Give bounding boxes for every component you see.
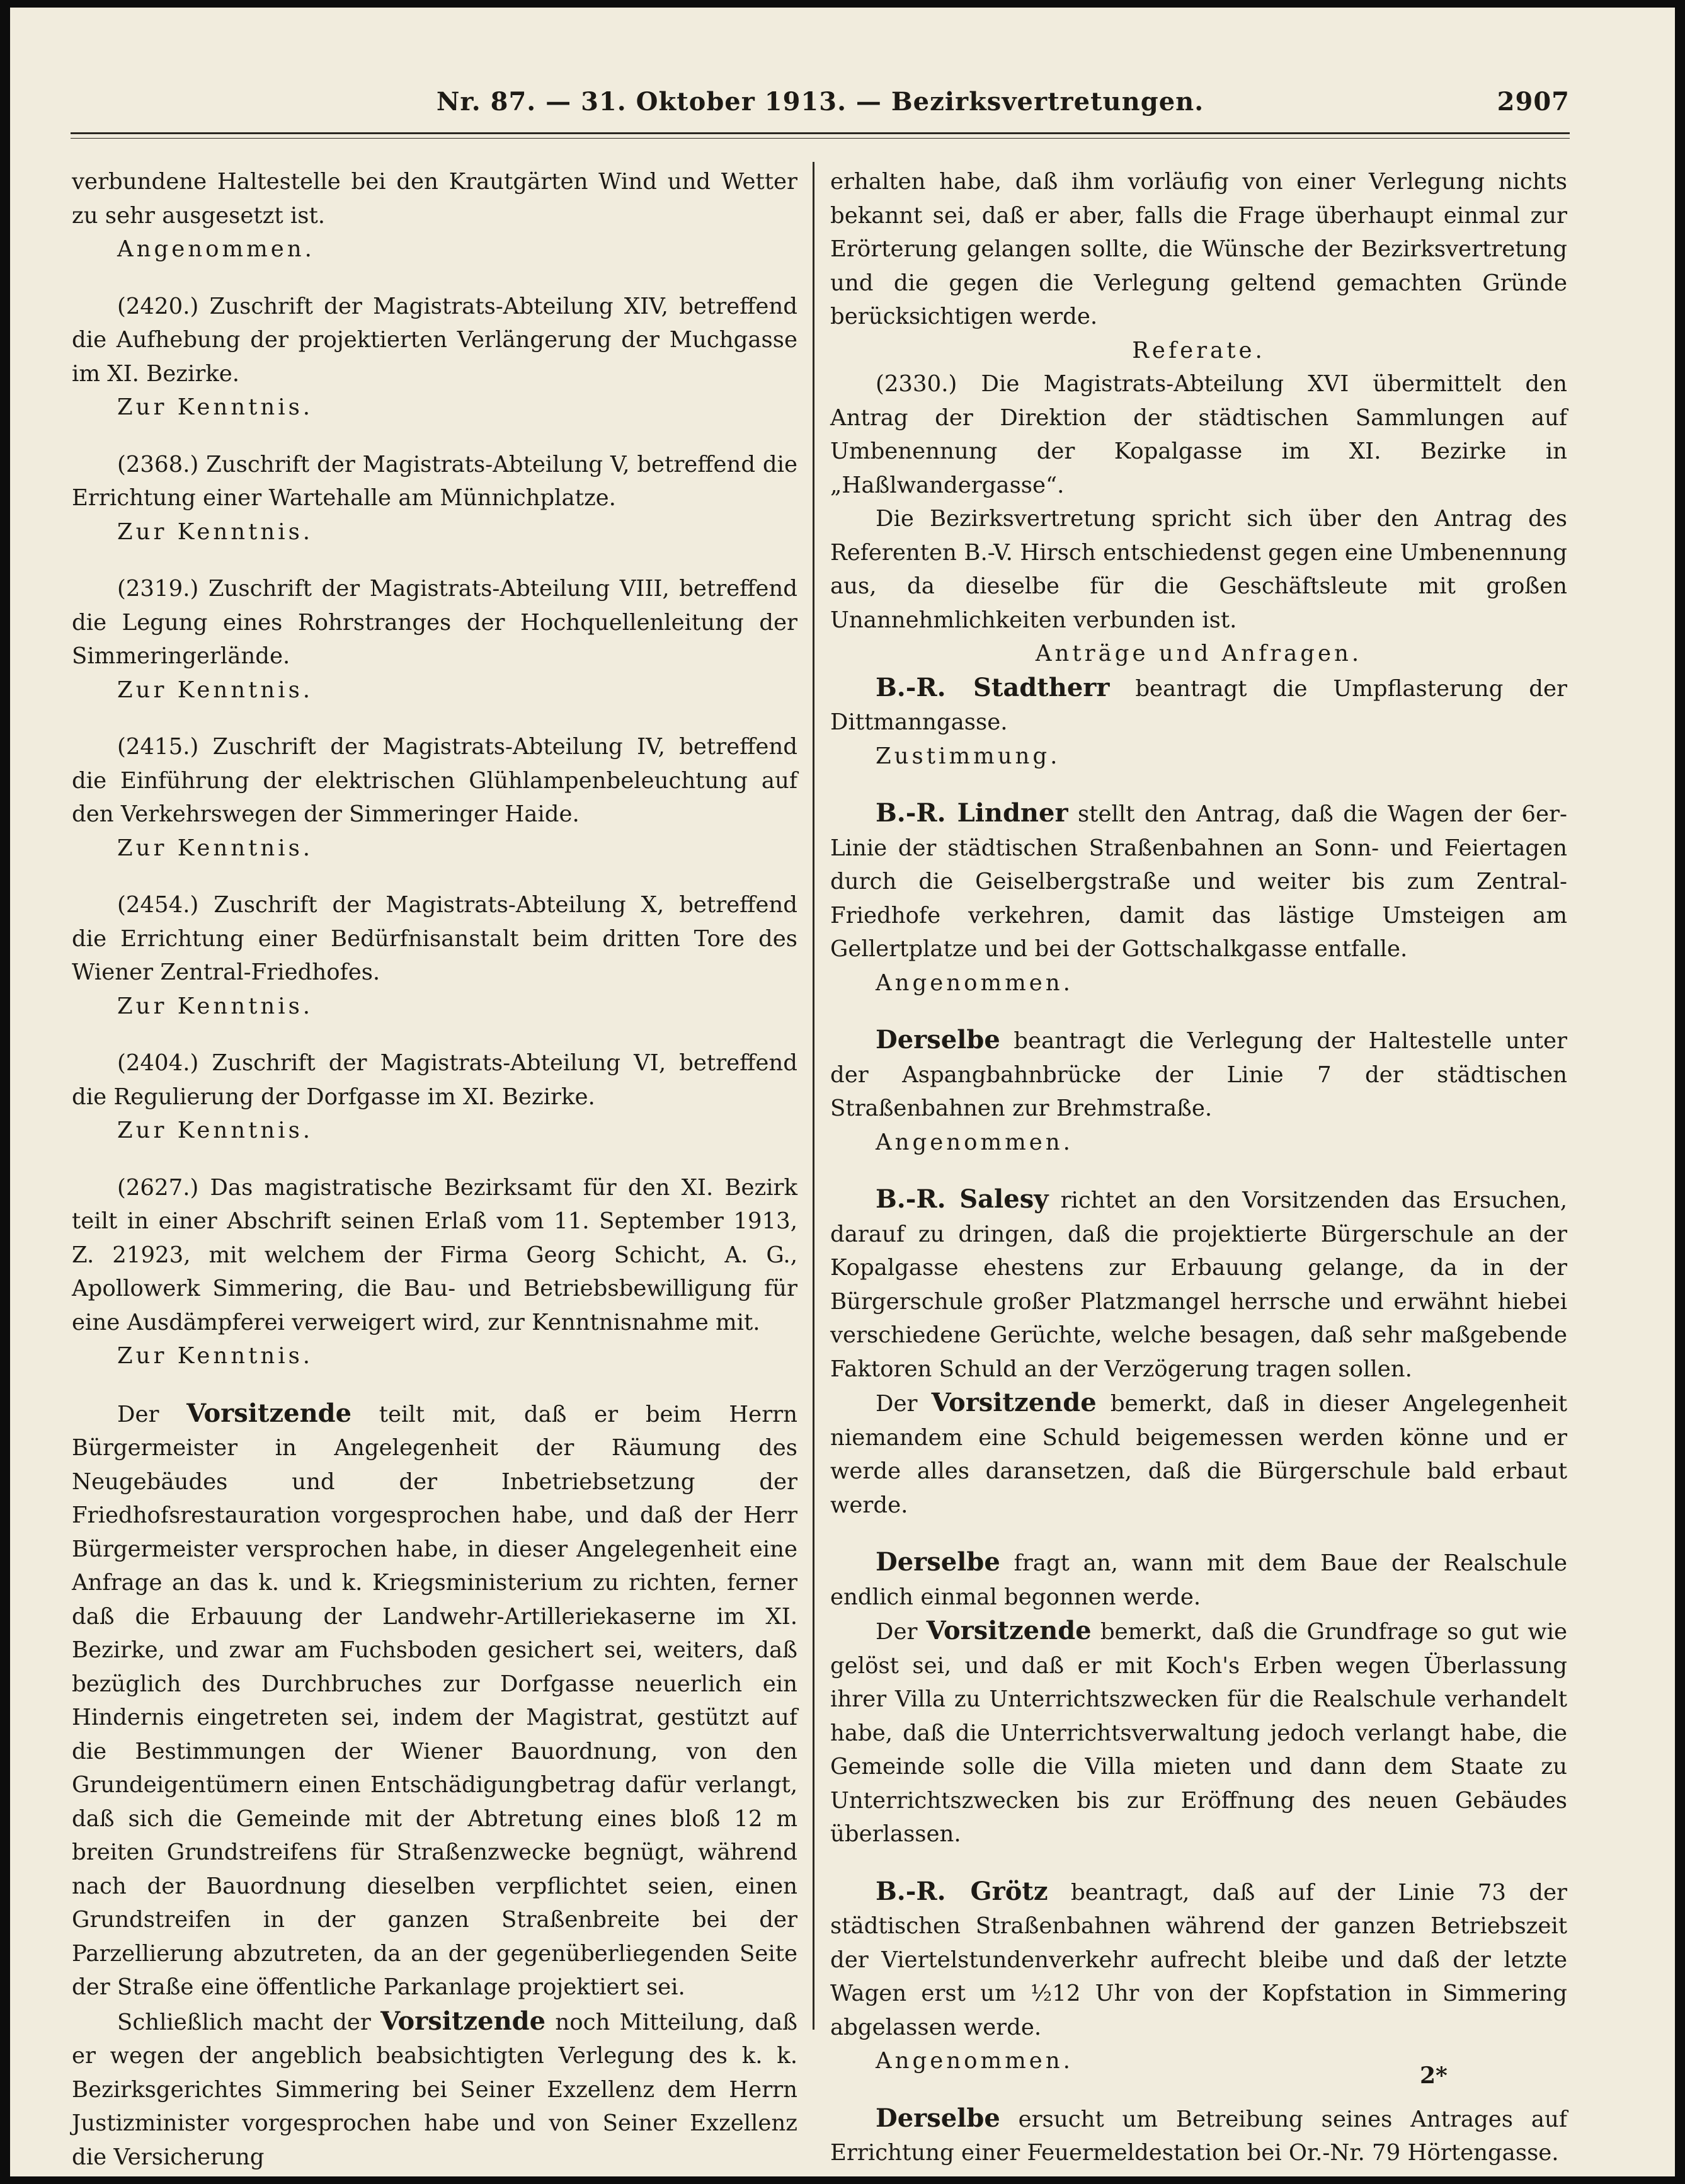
speaker-name: Derselbe bbox=[876, 1547, 1000, 1577]
text: Der bbox=[117, 1401, 159, 1427]
resolution-kenntnis: Zur Kenntnis. bbox=[117, 518, 314, 545]
resolution-kenntnis: Zur Kenntnis. bbox=[117, 1343, 314, 1369]
section-heading-referate: Referate. bbox=[1132, 337, 1265, 363]
page-header bbox=[71, 87, 1570, 125]
paragraph-chairman-report bbox=[72, 1397, 797, 2004]
column-divider bbox=[813, 162, 814, 2030]
speaker-name: Vorsitzende bbox=[926, 1616, 1092, 1645]
speaker-name: Derselbe bbox=[876, 2103, 1000, 2133]
item-2454: (2454.) Zuschrift der Magistrats-Abteilung X, betreffend die Errichtung einer Bedürfnisanstalt beim dritten Tore des Wiener Zentral-Friedhofes. bbox=[72, 892, 797, 985]
text: noch Mitteilung, daß er wegen der angeblich beabsichtigten Verlegung des k. k. Bezirksgerichtes Simmering bei Seiner Exzellenz dem Herrn Justizminister vorgesprochen habe und von Seiner Exzellenz die Versicherung bbox=[72, 2009, 798, 2170]
signature-mark: 2* bbox=[1420, 2062, 1448, 2089]
text: stellt den Antrag, daß die Wagen der 6er-Linie der städtischen Straßenbahnen an Sonn- und Feiertagen durch die Geiselbergstraße und weiter bis zum Zentral-Friedhofe verkehren, damit das lästige Umsteigen am Gellertplatze und bei der Gottschalkgasse entfalle. bbox=[830, 801, 1567, 962]
text: ersucht um Betreibung seines Antrages auf Errichtung einer Feuermeldestation bei Or.-Nr. 79 Hörtengasse. bbox=[830, 2106, 1567, 2166]
item-2319: (2319.) Zuschrift der Magistrats-Abteilung VIII, betreffend die Legung eines Rohrstranges der Hochquellenleitung der Simmeringerlände. bbox=[72, 576, 797, 669]
request-derselbe bbox=[830, 2101, 1567, 2170]
motion-salesy bbox=[830, 1182, 1567, 1386]
resolution-kenntnis: Zur Kenntnis. bbox=[117, 677, 314, 703]
motion-stadtherr bbox=[830, 671, 1567, 740]
item-2404: (2404.) Zuschrift der Magistrats-Abteilung VI, betreffend die Regulierung der Dorfgasse im XI. Bezirke. bbox=[72, 1050, 797, 1110]
paragraph-continuation: erhalten habe, daß ihm vorläufig von einer Verlegung nichts bekannt sei, daß er aber, falls die Frage überhaupt einmal zur Erörterung gelangen sollte, die Wünsche der Bezirksvertretung und die gegen die Verlegung geltend gemachten Gründe berücksichtigen werde. bbox=[830, 169, 1567, 329]
paragraph-chairman-reply bbox=[830, 1386, 1567, 1522]
paragraph-chairman-closing bbox=[72, 2004, 797, 2175]
resolution-kenntnis: Zur Kenntnis. bbox=[117, 835, 314, 861]
text: richtet an den Vorsitzenden das Ersuchen, darauf zu dringen, daß die projektierte Bürgerschule an der Kopalgasse ehestens zur Erbauung gelange, da in der Bürgerschule großer Platzmangel herrsche und erwähnt hiebei verschiedene Gerüchte, welche besagen, daß sehr maßgebende Faktoren Schuld an der Verzögerung tragen sollen. bbox=[830, 1187, 1567, 1382]
item-2368: (2368.) Zuschrift der Magistrats-Abteilung V, betreffend die Errichtung einer Wartehalle am Münnichplatze. bbox=[72, 451, 797, 511]
speaker-name: Vorsitzende bbox=[186, 1398, 352, 1428]
item-2330: (2330.) Die Magistrats-Abteilung XVI übermittelt den Antrag der Direktion der städtischen Sammlungen auf Umbenennung der Kopalgasse im XI. Bezirke in „Haßlwandergasse“. bbox=[830, 371, 1567, 498]
speaker-name: B.-R. Salesy bbox=[876, 1184, 1049, 1214]
text: teilt mit, daß er beim Herrn Bürgermeister in Angelegenheit der Räumung des Neugebäudes und der Inbetriebsetzung der Friedhofsrestauration vorgesprochen habe, und daß der Herr Bürgermeister versprochen habe, in dieser Angelegenheit eine Anfrage an das k. und k. Kriegsministerium zu richten, ferner daß die Erbauung der Landwehr-Artilleriekaserne im XI. Bezirke, und zwar am Fuchsboden gesichert sei, weiters, daß bezüglich des Durchbruches zur Dorfgasse neuerlich ein Hindernis eingetreten sei, indem der Magistrat, gestützt auf die Bestimmungen der Wiener Bauordnung, von den Grundeigentümern einen Entschädigungbetrag dafür verlangt, daß sich die Gemeinde mit der Abtretung eines bloß 12 m breiten Grundstreifens für Straßenzwecke begnügt, während nach der Bauordnung dieselben verpflichtet seien, einen Grundstreifen in der ganzen Straßenbreite bei der Parzellierung abzutreten, da an der gegenüberliegenden Seite der Straße eine öffentliche Parkanlage projektiert sei. bbox=[72, 1401, 797, 2000]
text: Schließlich macht der bbox=[117, 2009, 371, 2035]
right-column bbox=[830, 165, 1567, 2170]
speaker-name: Vorsitzende bbox=[380, 2006, 546, 2036]
text: fragt an, wann mit dem Baue der Realschule endlich einmal begonnen werde. bbox=[830, 1550, 1567, 1610]
resolution-angenommen: Angenommen. bbox=[876, 1129, 1073, 1155]
text: beantragt die Verlegung der Haltestelle unter der Aspangbahnbrücke der Linie 7 der städtischen Straßenbahnen zur Brehmstraße. bbox=[830, 1028, 1567, 1121]
header-rule bbox=[71, 132, 1570, 139]
item-2415: (2415.) Zuschrift der Magistrats-Abteilung IV, betreffend die Einführung der elektrischen Glühlampenbeleuchtung auf den Verkehrswegen der Simmeringer Haide. bbox=[72, 734, 797, 827]
text: Der bbox=[876, 1391, 918, 1417]
paragraph-continuation: verbundene Haltestelle bei den Krautgärten Wind und Wetter zu sehr ausgesetzt ist. bbox=[72, 169, 797, 229]
resolution-kenntnis: Zur Kenntnis. bbox=[117, 394, 314, 420]
question-derselbe bbox=[830, 1545, 1567, 1614]
page-number: 2907 bbox=[1497, 87, 1570, 117]
text: beantragt, daß auf der Linie 73 der städtischen Straßenbahnen während der ganzen Betriebszeit der Viertelstundenverkehr aufrecht bleibe und daß der letzte Wagen erst um ½12 Uhr von der Kopfstation in Simmering abgelassen werde. bbox=[830, 1879, 1567, 2040]
running-head: Nr. 87. — 31. Oktober 1913. — Bezirksvertretungen. bbox=[436, 87, 1204, 117]
paragraph-chairman-reply bbox=[830, 1614, 1567, 1851]
item-2627: (2627.) Das magistratische Bezirksamt für den XI. Bezirk teilt in einer Abschrift seinen Erlaß vom 11. September 1913, Z. 21923, mit welchem der Firma Georg Schicht, A. G., Apollowerk Simmering, die Bau- und Betriebsbewilligung für eine Ausdämpferei verweigert wird, zur Kenntnisnahme mit. bbox=[72, 1174, 797, 1335]
text: bemerkt, daß die Grundfrage so gut wie gelöst sei, und daß er mit Koch's Erben wegen Überlassung ihrer Villa zu Unterrichtszwecken für die Realschule verhandelt habe, daß die Unterrichtsverwaltung jedoch verlangt habe, die Gemeinde solle die Villa mieten und dann dem Staate zu Unterrichtszwecken bis zur Eröffnung des neuen Gebäudes überlassen. bbox=[830, 1619, 1567, 1847]
section-heading-antraege: Anträge und Anfragen. bbox=[1035, 641, 1362, 666]
resolution-kenntnis: Zur Kenntnis. bbox=[117, 993, 314, 1019]
motion-groetz bbox=[830, 1875, 1567, 2045]
document-page bbox=[10, 8, 1675, 2176]
motion-lindner bbox=[830, 796, 1567, 966]
resolution-angenommen: Angenommen. bbox=[876, 2048, 1073, 2074]
speaker-name: Derselbe bbox=[876, 1025, 1000, 1055]
resolution-angenommen: Angenommen. bbox=[117, 236, 315, 262]
text: Der bbox=[876, 1619, 918, 1645]
speaker-name: B.-R. Grötz bbox=[876, 1876, 1048, 1906]
speaker-name: B.-R. Lindner bbox=[876, 798, 1068, 828]
item-2420: (2420.) Zuschrift der Magistrats-Abteilung XIV, betreffend die Aufhebung der projektierten Verlängerung der Muchgasse im XI. Bezirke. bbox=[72, 293, 797, 387]
motion-derselbe bbox=[830, 1023, 1567, 1126]
text: bemerkt, daß in dieser Angelegenheit niemandem eine Schuld beigemessen werden könne und er werde alles daransetzen, daß die Bürgerschule bald erbaut werde. bbox=[830, 1391, 1567, 1518]
speaker-name: Vorsitzende bbox=[931, 1388, 1097, 1417]
left-column bbox=[72, 165, 797, 2174]
resolution-angenommen: Angenommen. bbox=[876, 969, 1073, 996]
speaker-name: B.-R. Stadtherr bbox=[876, 672, 1110, 702]
resolution-zustimmung: Zustimmung. bbox=[876, 743, 1061, 769]
paragraph-decision: Die Bezirksvertretung spricht sich über den Antrag des Referenten B.-V. Hirsch entschiedenst gegen eine Umbenennung aus, da dieselbe für die Geschäftsleute mit großen Unannehmlichkeiten verbunden ist. bbox=[830, 506, 1567, 633]
text: beantragt die Umpflasterung der Dittmanngasse. bbox=[830, 675, 1567, 735]
resolution-kenntnis: Zur Kenntnis. bbox=[117, 1118, 314, 1143]
